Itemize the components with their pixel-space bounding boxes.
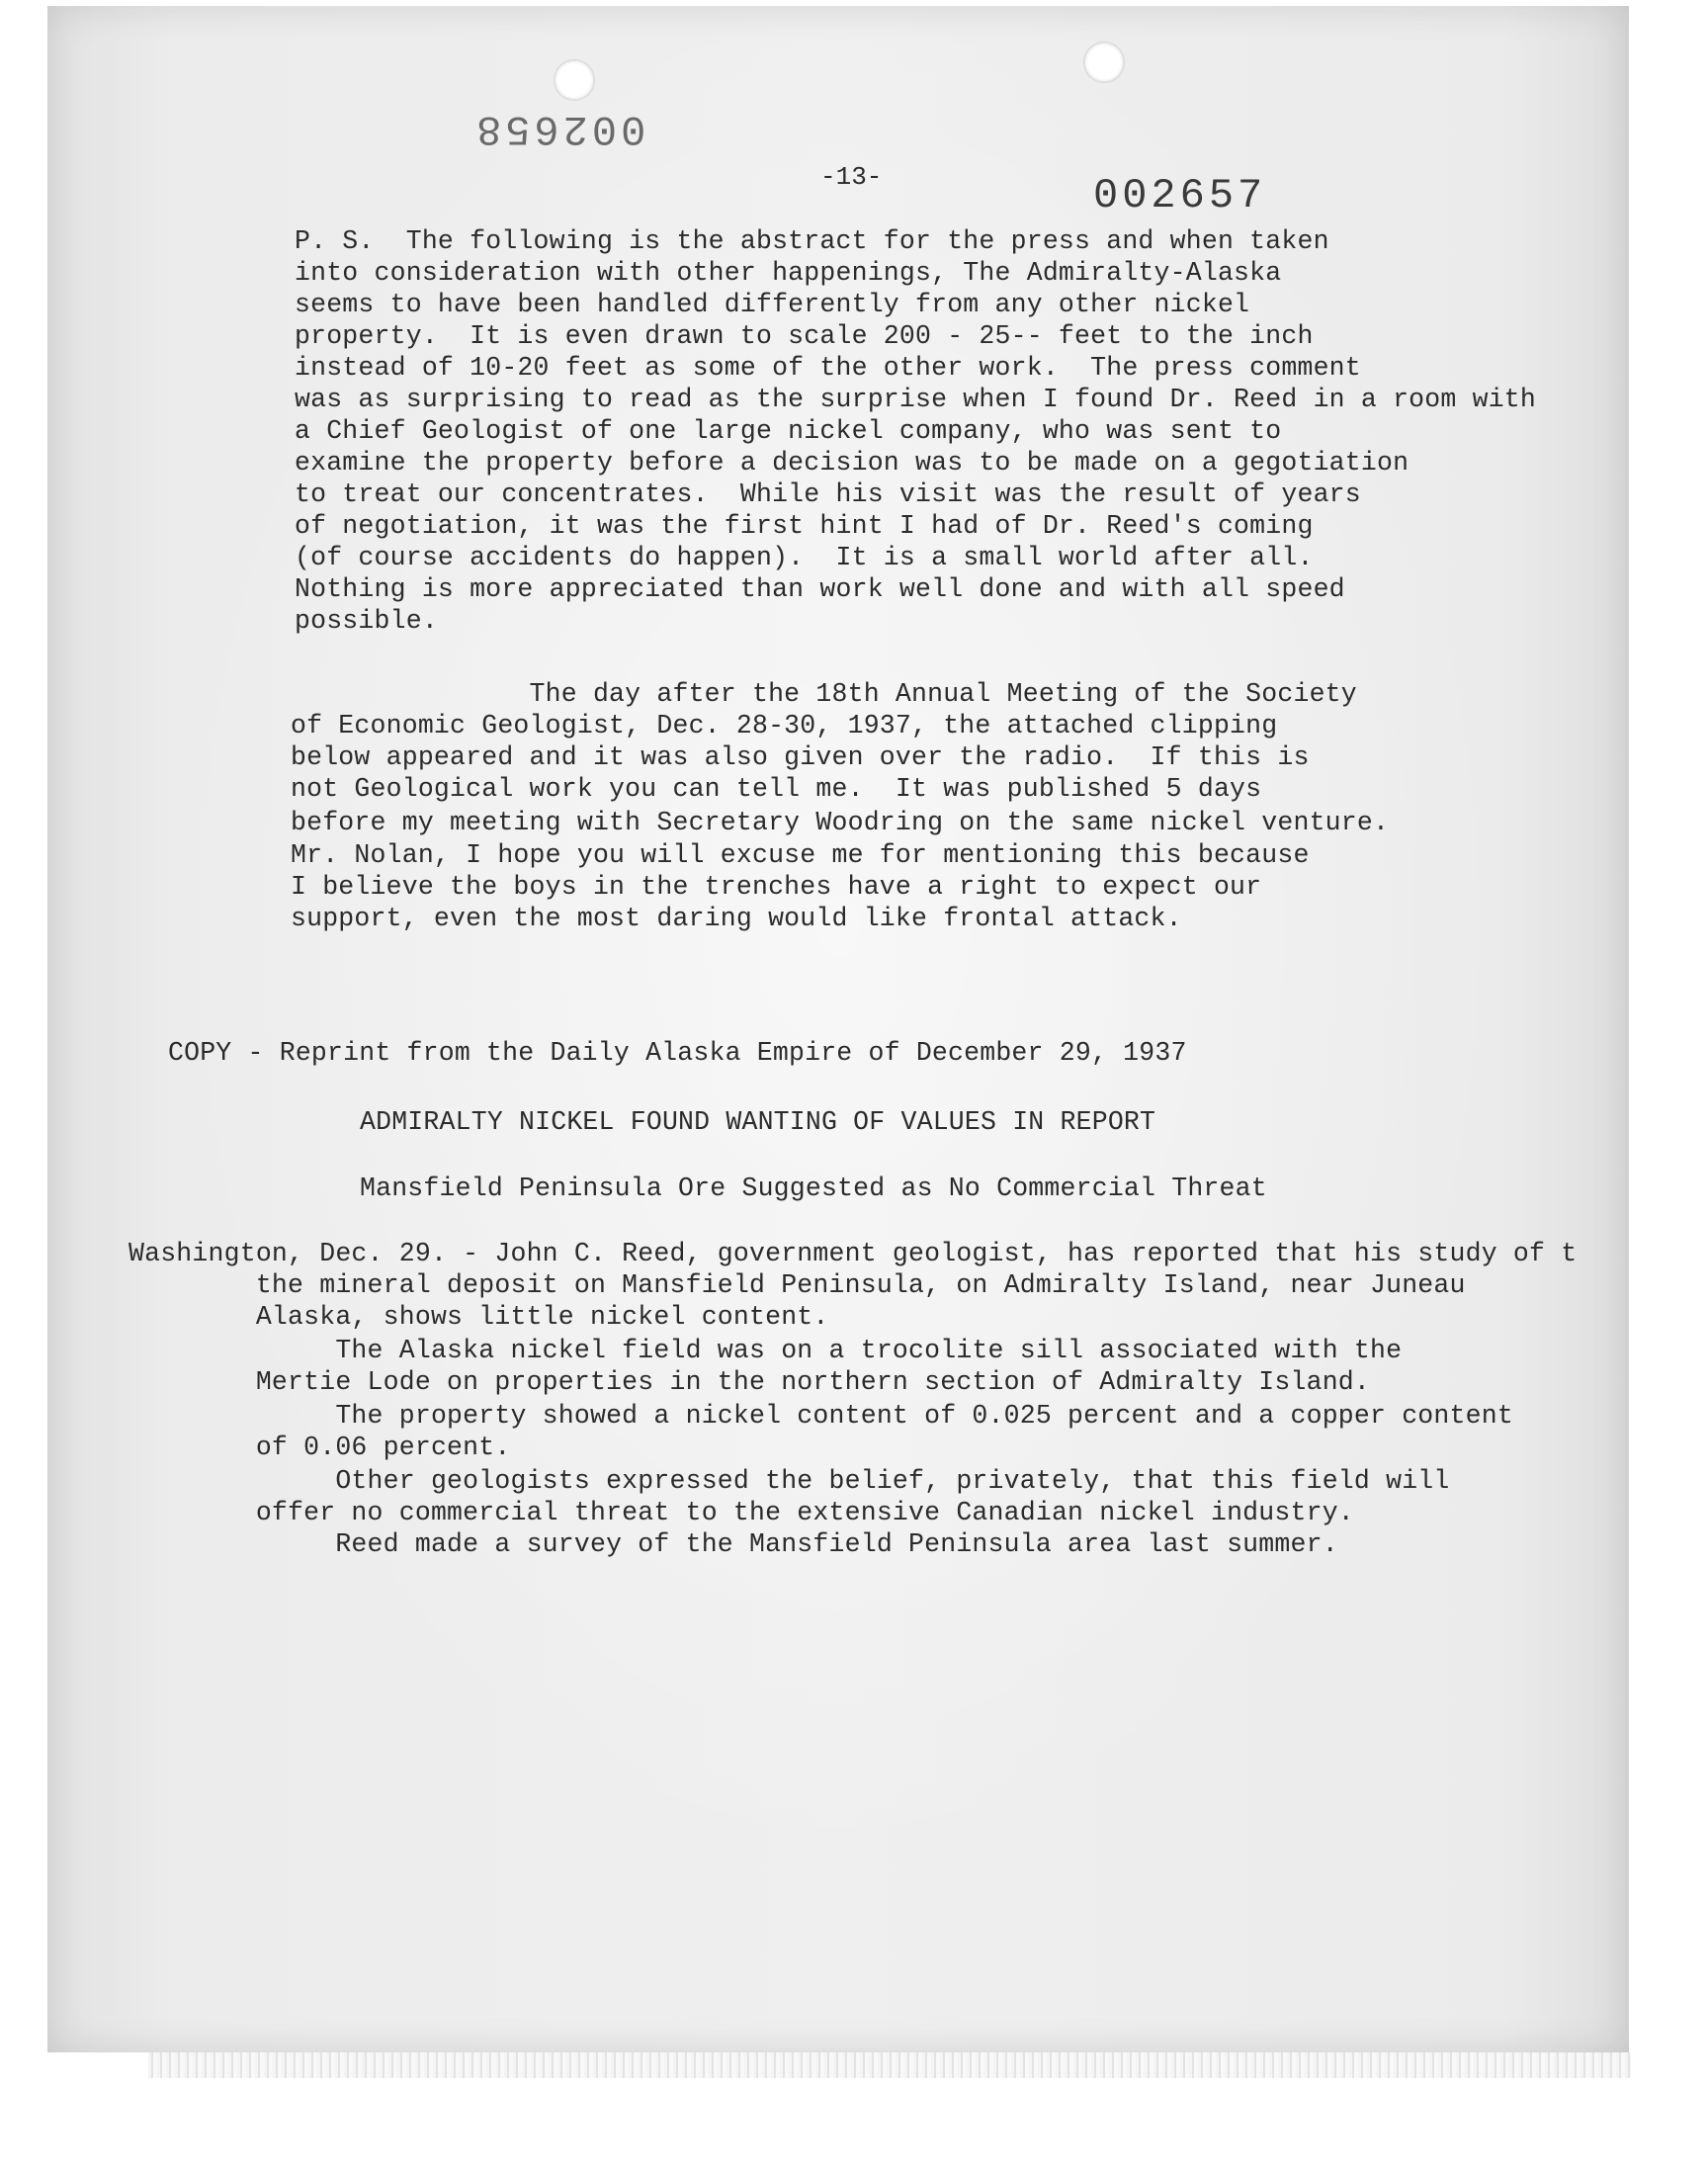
text-line: Mertie Lode on properties in the northern section of Admiralty Island.: [128, 1367, 1371, 1397]
text-line: seems to have been handled differently from any other nickel: [295, 290, 1250, 319]
text-line: offer no commercial threat to the extensive Canadian nickel industry.: [128, 1498, 1354, 1527]
text-line: before my meeting with Secretary Woodring on the same nickel venture.: [291, 808, 1390, 837]
text-line: examine the property before a decision was to be made on a gegotiation: [295, 448, 1409, 478]
text-line: The Alaska nickel field was on a trocolite sill associated with the: [128, 1336, 1403, 1365]
text-line: The day after the 18th Annual Meeting of the Society: [291, 679, 1357, 709]
text-line: below appeared and it was also given over the radio. If this is: [291, 742, 1310, 772]
text-line: was as surprising to read as the surprise when I found Dr. Reed in a room with: [295, 385, 1537, 414]
article-headline: ADMIRALTY NICKEL FOUND WANTING OF VALUES IN REPORT: [360, 1107, 1156, 1137]
document-number-stamp: 002657: [1093, 172, 1267, 219]
text-line: Other geologists expressed the belief, privately, that this field will: [128, 1466, 1450, 1496]
text-line: not Geological work you can tell me. It was published 5 days: [291, 774, 1262, 804]
article-subheadline: Mansfield Peninsula Ore Suggested as No Commercial Threat: [360, 1174, 1267, 1203]
text-line: Nothing is more appreciated than work well done and with all speed: [295, 574, 1345, 604]
text-line: of negotiation, it was the first hint I had of Dr. Reed's coming: [295, 511, 1314, 541]
punch-hole-right: [1083, 42, 1125, 83]
text-line: Mr. Nolan, I hope you will excuse me for mentioning this because: [291, 840, 1310, 870]
text-line: property. It is even drawn to scale 200 - 25-- feet to the inch: [295, 321, 1314, 351]
text-line: possible.: [295, 606, 438, 636]
upside-down-stamp: 002658: [472, 105, 646, 152]
text-line: the mineral deposit on Mansfield Peninsula, on Admiralty Island, near Juneau: [128, 1270, 1466, 1300]
text-line: Alaska, shows little nickel content.: [128, 1302, 829, 1332]
text-line: Reed made a survey of the Mansfield Peninsula area last summer.: [128, 1529, 1338, 1559]
text-line: support, even the most daring would like frontal attack.: [291, 904, 1182, 933]
document-page: [47, 6, 1629, 2052]
text-line: of 0.06 percent.: [128, 1433, 511, 1462]
text-line: Washington, Dec. 29. - John C. Reed, government geologist, has reported that his study of t: [128, 1239, 1578, 1268]
punch-hole-left: [554, 59, 595, 101]
text-line: into consideration with other happenings, The Admiralty-Alaska: [295, 258, 1282, 288]
text-line: P. S. The following is the abstract for the press and when taken: [295, 226, 1329, 256]
copy-reprint-line: COPY - Reprint from the Daily Alaska Empire of December 29, 1937: [168, 1038, 1187, 1068]
text-line: of Economic Geologist, Dec. 28-30, 1937, the attached clipping: [291, 711, 1278, 740]
page-number: -13-: [820, 162, 883, 192]
text-line: a Chief Geologist of one large nickel company, who was sent to: [295, 416, 1282, 446]
text-line: (of course accidents do happen). It is a small world after all.: [295, 543, 1314, 572]
text-line: to treat our concentrates. While his visit was the result of years: [295, 479, 1361, 509]
text-line: instead of 10-20 feet as some of the other work. The press comment: [295, 353, 1361, 383]
text-line: The property showed a nickel content of 0.025 percent and a copper content: [128, 1401, 1513, 1431]
text-line: I believe the boys in the trenches have a right to expect our: [291, 872, 1262, 902]
scan-edge-strip: [148, 2052, 1631, 2078]
